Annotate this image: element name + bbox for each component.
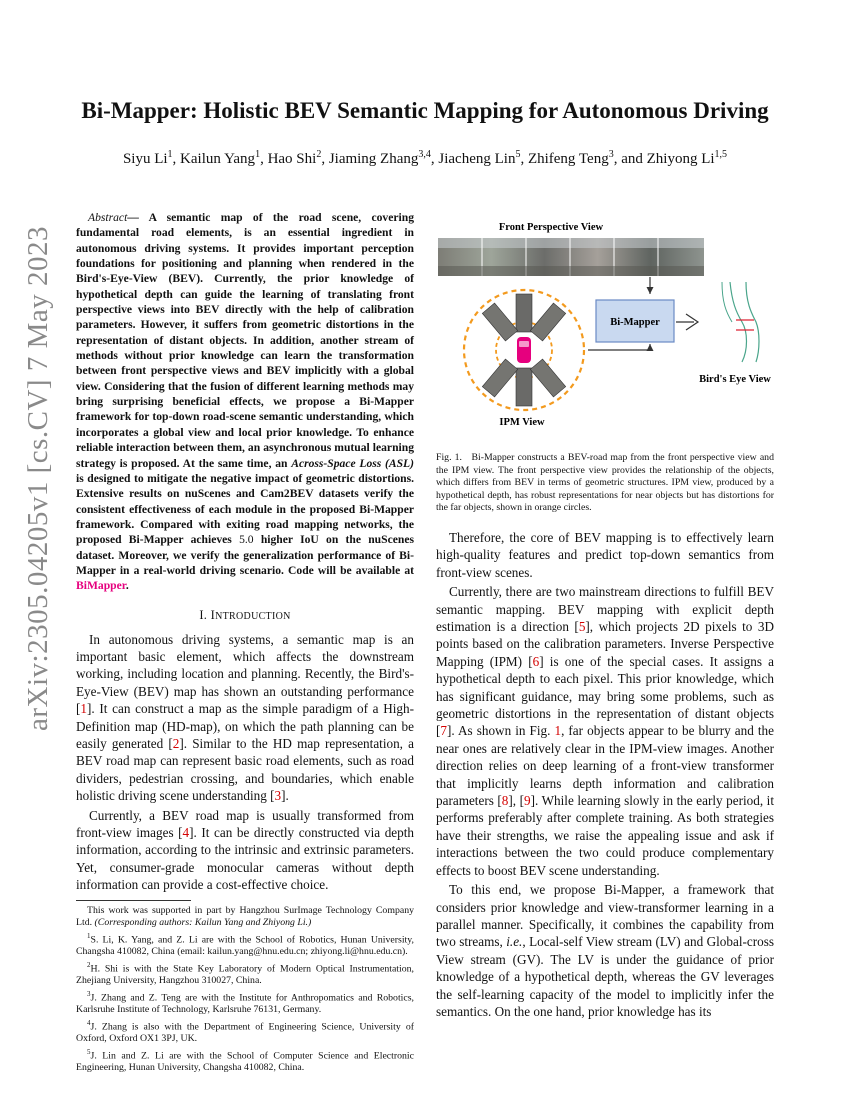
author-affiliation: 1	[167, 149, 173, 160]
author-affiliation: 5	[515, 149, 521, 160]
intro-paragraph: Currently, a BEV road map is usually transformed from front-view images [4]. It can be directly constructed via depth information, according to the intrinsic and extrinsic parameters. Yet, consumer-grade monocular cameras without depth information can provide a cost-effective choice.	[76, 807, 415, 893]
abstract-value: 5.0	[239, 533, 254, 547]
arxiv-id: arXiv:2305.04205v1 [cs.CV] 7 May 2023	[21, 225, 54, 731]
right-column	[436, 210, 774, 1020]
author-name: Kailun Yang	[180, 151, 256, 167]
footnote: $^4$J. Zhang is also with the Department of Engineering Science, University of Oxford, Oxford OX1 3PJ, UK.	[76, 1018, 414, 1045]
body-paragraph: Therefore, the core of BEV mapping is to effectively learn high-quality features and predict top-down semantics from front-view scenes.	[436, 529, 774, 580]
bev-output	[722, 282, 759, 362]
bimapper-box-label: Bi-Mapper	[610, 317, 660, 328]
caption-label: Fig. 1.	[436, 452, 463, 463]
author-affiliation: 1,5	[714, 149, 728, 160]
abstract-asl: Across-Space Loss (ASL)	[291, 456, 414, 470]
footnote: $^2$H. Shi is with the State Key Laboratory of Modern Optical Instrumentation, Zhejiang University, Hangzhou 310027, China.	[76, 960, 414, 987]
body-paragraph: To this end, we propose Bi-Mapper, a framework that considers prior knowledge and view-transformer learning in a parallel manner. Specifically, it combines the capability from two streams, i.e., Local-self View stream (LV) and Global-cross View stream (GV). The LV is under the guidance of prior knowledge of a hypothetical depth, whereas the GV leverages the self-learning capacity of the model to implicitly infer the semantics. On the one hand, prior knowledge has its	[436, 882, 774, 1019]
citation-link[interactable]: 1	[80, 701, 87, 717]
author-name: Jiacheng Lin	[438, 151, 516, 167]
citation-link[interactable]: 8	[501, 793, 509, 809]
abstract-lead: Abstract	[88, 211, 128, 224]
arxiv-stamp	[16, 225, 60, 731]
right-body	[436, 529, 774, 1020]
ipm-view-label: IPM View	[499, 417, 545, 428]
left-body	[76, 631, 414, 894]
body-paragraph: Currently, there are two mainstream directions to fulfill BEV semantic mapping. BEV mapping with explicit depth estimation is a direction [5], which projects 2D pixels to 3D points based on the calibration parameters. Inverse Perspective Mapping (IPM) [6] is one of the special cases. It assigns a hypothetical depth to each pixel. This prior knowledge, which has significant guidance, may bring some problems, such as geometric distortions in the representation of distant objects [7]. As shown in Fig. 1, far objects appear to be blurry and the near ones are relatively clear in the IPM-view images. Another direction relies on deep learning of a front-view transformer that implicitly learns depth information and calibration parameters [8], [9]. While learning slowly in the early period, it performs preferably after complete training. As both strategies have their strengths, we raise the appealing issue and ask if interactions between the two could produce complementary effects to boost BEV scene understanding.	[436, 584, 774, 878]
abstract-text-1: A semantic map of the road scene, covering fundamental road elements, is an essential ingredient in autonomous driving systems. It provides important perception foundations for positioning and planning when rendered in the Bird's-Eye-View (BEV). Currently, the prior knowledge of hypothetical depth can guide the learning of translating front perspective views into BEV directly with the help of calibration parameters. However, it suffers from geometric distortions in the representation of distant objects. In addition, another stream of methods without prior knowledge can learn the transformation between front perspective views and BEV implicitly with a global view. Considering that the fusion of different learning methods may bring surprising beneficial effects, we propose a Bi-Mapper framework for top-down road-scene semantic understanding, which incorporates a global view and local prior knowledge. To enhance reliable interaction between them, an asynchronous mutual learning strategy is proposed. At the same time, an	[76, 211, 414, 470]
paper-title: Bi-Mapper: Holistic BEV Semantic Mapping for Autonomous Driving	[81, 98, 769, 123]
citation-link[interactable]: 3	[274, 788, 282, 804]
author-name: Zhiyong Li	[646, 151, 715, 167]
author-name: Jiaming Zhang	[328, 151, 419, 167]
author-affiliation: 2	[316, 149, 322, 160]
bev-label: Bird's Eye View	[699, 374, 771, 385]
author-affiliation: 3	[608, 149, 614, 160]
citation-link[interactable]: 4	[182, 825, 190, 841]
figure-1	[436, 210, 774, 442]
footnote: $^3$J. Zhang and Z. Teng are with the Institute for Anthropomatics and Robotics, Karlsruhe Institute of Technology, Karlsruhe 76131, Germany.	[76, 989, 414, 1016]
figure-1-caption	[436, 452, 774, 515]
author-affiliation: 3,4	[418, 149, 431, 160]
footnotes	[76, 905, 414, 1075]
citation-link[interactable]: 1	[554, 723, 562, 739]
footnote-rule	[76, 900, 191, 901]
abstract-text-3: higher IoU on the nuScenes dataset. Moreover, we verify the generalization performance of Bi-Mapper in a real-world driving scenario. Code will be available at	[76, 533, 414, 577]
citation-link[interactable]: 5	[578, 619, 586, 634]
code-link[interactable]: BiMapper	[76, 579, 126, 593]
author-name: Siyu Li	[122, 151, 168, 167]
figure-1-diagram	[436, 210, 774, 442]
front-perspective-label: Front Perspective View	[498, 222, 604, 233]
citation-link[interactable]: 2	[172, 736, 180, 752]
footnote: $^1$S. Li, K. Yang, and Z. Li are with the School of Robotics, Hunan University, Changsha 410082, China (email: kailun.yang@hnu.edu.cn; zhiyong.li@hnu.edu.cn).	[76, 931, 414, 958]
abstract-text-2: is designed to mitigate the negative impact of geometric distortions. Extensive results on nuScenes and Cam2BEV datasets verify the consistent effectiveness of each module in the proposed Bi-Mapper framework. Compared with exiting road mapping networks, the proposed Bi-Mapper achieves	[76, 471, 414, 547]
author-list: Siyu Li$^1$, Kailun Yang$^1$, Hao Shi$^2$, Jiaming Zhang$^{3,4}$, Jiacheng Lin$^5$, Zhifeng Teng$^3$, and Zhiyong Li$^{1,5}$	[122, 149, 728, 167]
caption-text: Bi-Mapper constructs a BEV-road map from the front perspective view and the IPM view. The front perspective view provides the relationship of the objects, which differs from BEV in terms of geometric structures. IPM view, produced by a hypothetical depth, has robust representations for near objects but has distortions for the far objects, shown in orange circles.	[436, 452, 774, 514]
abstract	[76, 210, 414, 594]
ego-car-icon	[517, 337, 531, 363]
citation-link[interactable]: 9	[524, 793, 531, 809]
abstract-end: .	[125, 579, 129, 593]
intro-paragraph: In autonomous driving systems, a semantic map is an important basic element, which affects the downstream working, including location and planning. Recently, the Bird's-Eye-View (BEV) map has shown an outstanding performance [1]. It can construct a map as the simple paradigm of a High-Definition map (HD-map), on which the path planning can be easily generated [2]. Similar to the HD map representation, a BEV road map can represent basic road elements, such as road dividers, pedestrian crossing, and boundaries, which enable holistic driving scene understanding [3].	[76, 631, 415, 804]
footnote: This work was supported in part by Hangzhou SurImage Technology Company Ltd. (Corresponding authors: Kailun Yang and Zhiyong Li.)	[76, 904, 414, 929]
citation-link[interactable]: 6	[532, 653, 540, 669]
author-affiliation: 1	[255, 149, 261, 160]
citation-link[interactable]: 7	[440, 723, 447, 739]
author-name: Zhifeng Teng	[527, 151, 609, 167]
author-name: Hao Shi	[267, 151, 317, 167]
ipm-view	[464, 290, 584, 410]
section-heading-introduction: I. INTRODUCTION	[199, 607, 291, 622]
front-perspective-strip	[438, 238, 704, 276]
abstract-dash: —	[127, 211, 149, 224]
left-column	[76, 210, 414, 1075]
footnote: $^5$J. Lin and Z. Li are with the School of Computer Science and Electronic Engineering, Hunan University, Changsha 410082, China.	[76, 1047, 414, 1074]
